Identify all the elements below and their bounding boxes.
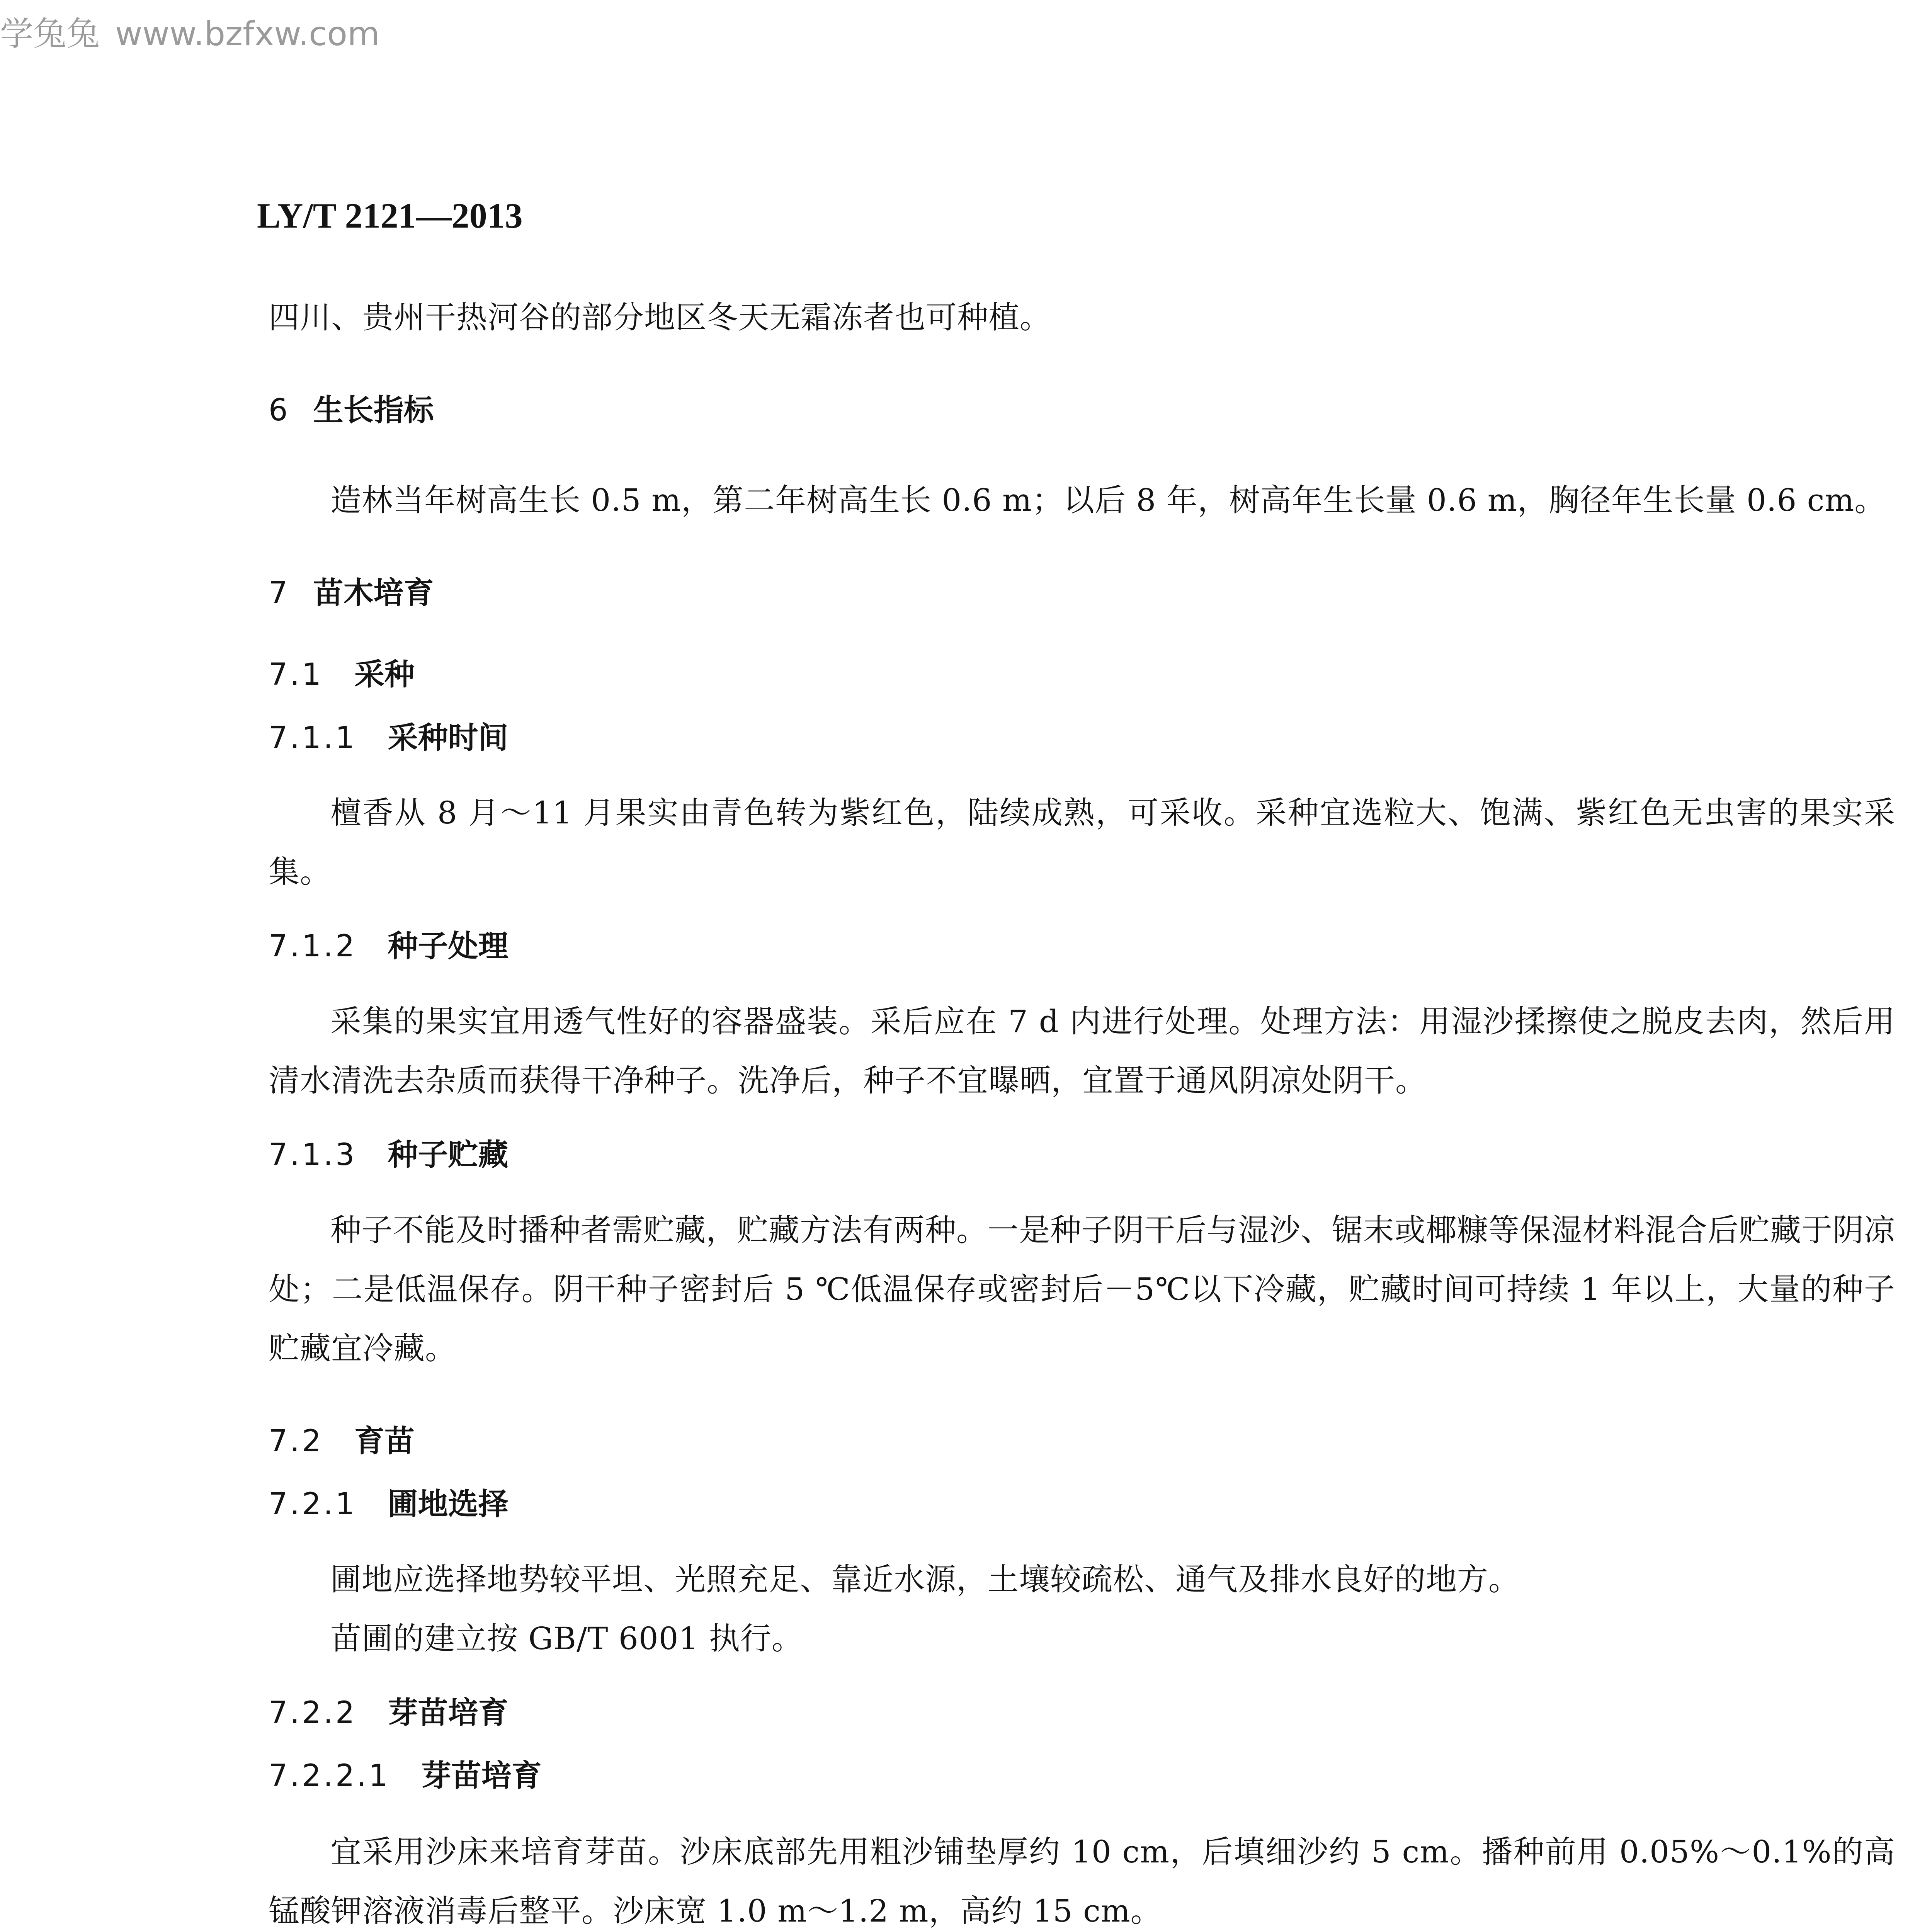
paragraph: 苗圃的建立按 GB/T 6001 执行。 <box>330 1620 803 1656</box>
section-heading-6 <box>269 393 1895 429</box>
document-code: LY/T 2121—2013 <box>257 196 523 235</box>
paragraph: 四川、贵州干热河谷的部分地区冬天无霜冻者也可种植。 <box>269 299 1051 335</box>
section-title: 芽苗培育 <box>421 1759 542 1794</box>
section-heading-7-2-2 <box>269 1695 1895 1731</box>
section-number: 7.1 <box>269 657 324 692</box>
section-heading-7-2-1 <box>269 1486 1895 1523</box>
section-heading-7-1-2 <box>269 929 1895 965</box>
paragraph: 种子不能及时播种者需贮藏，贮藏方法有两种。一是种子阴干后与湿沙、锯末或椰糠等保湿材料混合后贮藏于阴凉处；二是低温保存。阴干种子密封后 5 ℃低温保存或密封后－5℃以下冷藏，贮藏时间可持续 1 年以上，大量的种子贮藏宜冷藏。 <box>269 1212 1895 1366</box>
section-title: 圃地选择 <box>388 1487 509 1522</box>
document-body <box>269 288 1895 1932</box>
paragraph: 圃地应选择地势较平坦、光照充足、靠近水源，土壤较疏松、通气及排水良好的地方。 <box>330 1561 1520 1597</box>
watermark-site-name: 学兔兔 <box>0 15 100 53</box>
section-number: 7.2.2.1 <box>269 1759 390 1794</box>
watermark <box>0 7 380 55</box>
section-number: 7 <box>269 575 290 611</box>
section-number: 7.1.3 <box>269 1137 357 1172</box>
section-number: 7.1.1 <box>269 720 357 755</box>
section-heading-7 <box>269 575 1895 612</box>
section-title: 育苗 <box>354 1423 415 1459</box>
section-number: 7.1.2 <box>269 929 357 964</box>
section-number: 6 <box>269 393 290 428</box>
section-title: 采种时间 <box>388 720 509 755</box>
section-number: 7.2.1 <box>269 1487 357 1522</box>
section-heading-7-1 <box>269 657 1895 693</box>
paragraph: 宜采用沙床来培育芽苗。沙床底部先用粗沙铺垫厚约 10 cm，后填细沙约 5 cm。播种前用 0.05%～0.1%的高锰酸钾溶液消毒后整平。沙床宽 1.0 m～1.2 m，高约 15 cm。 <box>269 1833 1895 1929</box>
section-number: 7.2 <box>269 1423 324 1459</box>
section-number: 7.2.2 <box>269 1695 357 1730</box>
paragraph: 造林当年树高生长 0.5 m，第二年树高生长 0.6 m；以后 8 年，树高年生长量 0.6 m，胸径年生长量 0.6 cm。 <box>330 482 1886 518</box>
section-heading-7-1-1 <box>269 720 1895 757</box>
section-title: 生长指标 <box>313 393 434 428</box>
section-title: 种子处理 <box>388 929 509 964</box>
paragraph: 檀香从 8 月～11 月果实由青色转为紫红色，陆续成熟，可采收。采种宜选粒大、饱满、紫红色无虫害的果实采集。 <box>269 795 1895 890</box>
section-heading-7-2 <box>269 1423 1895 1460</box>
watermark-url: www.bzfxw.com <box>115 15 380 53</box>
section-heading-7-1-3 <box>269 1137 1895 1173</box>
section-title: 种子贮藏 <box>388 1137 509 1172</box>
paragraph: 采集的果实宜用透气性好的容器盛装。采后应在 7 d 内进行处理。处理方法：用湿沙揉擦使之脱皮去肉，然后用清水清洗去杂质而获得干净种子。洗净后，种子不宜曝晒，宜置于通风阴凉处阴干。 <box>269 1003 1895 1099</box>
section-title: 采种 <box>354 657 415 692</box>
section-heading-7-2-2-1 <box>269 1758 1895 1794</box>
section-title: 苗木培育 <box>313 575 434 611</box>
section-title: 芽苗培育 <box>388 1695 509 1730</box>
